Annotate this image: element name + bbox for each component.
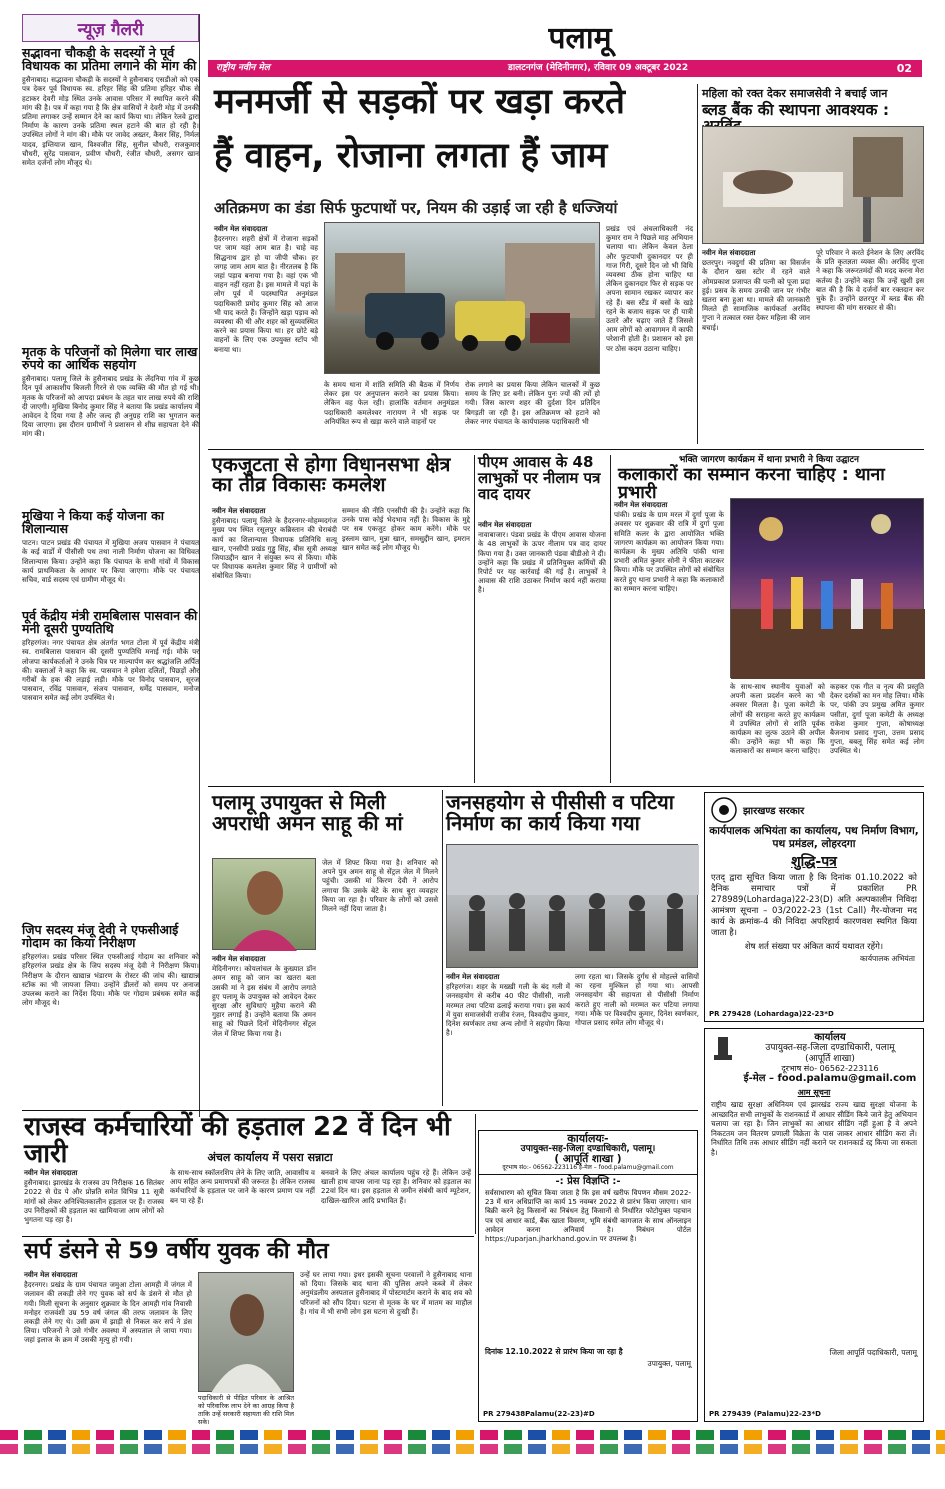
snake-headline: सर्प डंसने से 59 वर्षीय युवक की मौत [24,1239,329,1264]
divider [475,1114,476,1234]
pmawas-text: नावाबाजार। पंडवा प्रखंड के पीएम आवास योजना के 48 लाभुकों के ऊपर नीलाम पत्र वाद दायर किया गया है। उक्त जानकारी पंडवा बीडीओ ने दी। उन्होंने कहा कि प्रखंड में प्रतिनियुक्त कर्मियों की रिपोर्ट पर यह कार्रवाई की गई है। लाभुकों ने आवास की राशि उठाकर निर्माण कार्य नहीं कराया है। [478,530,606,595]
aman-column-2: जेल में शिफ्ट किया गया है। शनिवार को अपने पुत्र अमन साहू से सेंट्रल जेल में मिलने पहुंची। उसकी मां किरण देवी ने आरोप लगाया कि उसके बेटे के साथ बुरा व्यवहार किया जा रहा है। परिवार के लोगों को उससे मिलने नहीं दिया जाता है। [322,858,438,914]
news-gallery [22,14,200,1117]
masthead-city: पलामू [548,21,612,56]
ad-tender-dept: ( आपूर्ति शाखा ) [554,1153,622,1165]
gallery-item-title: पूर्व केंद्रीय मंत्री रामबिलास पासवान की मनी दूसरी पुण्यतिथि [22,608,198,637]
right-byline: नवीन मेल संवाददाता [702,248,756,257]
hartal-subhead: अंचल कार्यालय में पसरा सन्नाटा [207,1151,333,1164]
jharkhand-emblem-icon [711,797,737,823]
divider [697,84,698,444]
ad-food-supply-notice [704,1028,924,1422]
ad-lohardaga-corrigendum [704,792,924,1022]
snake-column-1 [24,1270,192,1420]
ad-lohardaga-body: एतद् द्वारा सूचित किया जाता है कि दिनांक 01.10.2022 को दैनिक समाचार पत्रों में प्रकाशित PR 278989(Lohardaga)22-23(D) अति अल्पकालीन निविदा आमंत्रण सूचना – 03/2022-23 (1st Call) गैर-योजना मद कार्य के क्रमांक-4 की निविदा अपरिहार्य कारणवश स्थगित किया जाता है। [711,873,917,938]
stage-image [731,499,925,679]
ad-food-notice-title: आम सूचना [797,1088,831,1097]
gallery-item-body: हुसैनाबाद। सद्भावना चौकड़ी के सदस्यों ने हुसैनाबाद एसडीओ को एक पत्र देकर पूर्व विधायक स्व. हरिहर सिंह की प्रतिमा हरिहर चौक से हटाकर देवरी मोड़ स्थित उनके आवास परिसर में स्थापित करने की मांग की है। पत्र में कहा गया है कि क्षेत्र वासियों ने देवरी मोड़ में उनकी प्रतिमा लगाकर उन्हें सम्मान देने का कार्य किया था। लेकिन रेलवे द्वारा निर्माण के कारण उनके प्रतिमा स्थल हटाने की बात हो रही है। उपस्थित लोगों ने मांग की। मौके पर जावेद अख्तर, कैसर सिंह, निर्मल यादव, इम्तियाज खान, विश्वजीत सिंह, सुनील चौधरी, राजकुमार चौधरी, सुरेंद्र पासवान, प्रवीण चौधरी, रंजीत चौधरी, असगर खान समेत दर्जनों लोग मौजूद थे। [22,75,199,168]
blood-donation-image [703,127,925,245]
victim-portrait-image [199,1273,295,1393]
gallery-item-title: मुखिया ने किया कई योजना का शिलान्यास [22,508,164,537]
gallery-item-body: पाटन। पाटन प्रखंड की पंचायत में मुखिया अजय पासवान ने पंचायत के कई वार्डों में पीसीसी पथ तथा नाली निर्माण योजना का विधिवत शिलान्यास किया। उन्होंने कहा कि पंचायत के सभी गांवों में विकास कार्य प्राथमिकता के आधार पर किया जाएगा। मौके पर पंचायत सचिव, वार्ड सदस्य एवं ग्रामीण मौजूद थे। [22,538,199,585]
lead-column-3: रोक लगाने का प्रयास किया लेकिन चालकों में कुछ समय के लिए डर बनी। लेकिन पुनः ज्यों की त्यों हो गयी। जिस कारण शहर की दुर्दशा दिन प्रतिदिन बिगड़ती जा रही है। इस अतिक्रमण को हटाने को लेकर नगर पंचायत के कार्यपालक पदाधिकारी भी [465,380,600,426]
vidhansabha-text-1: हुसैनाबाद। पलामू जिले के हैदरनगर-मोहम्मदगंज मुख्य पथ स्थित रसूलपुर कब्रिस्तान की घेराबंदी कार्य का शिलान्यास विधायक प्रतिनिधि सत्यू खान, एनसीपी प्रखंड गुड्डू सिंह, बीस सूत्री अध्यक्ष जियाउद्दीन खान ने संयुक्त रूप से किया। मौके पर विधायक कमलेश कुमार सिंह ने ग्रामीणों को संबोधित किया। [212,516,337,581]
gallery-item-1 [22,46,199,341]
aman-byline: नवीन मेल संवाददाता [212,954,266,963]
group-image [447,845,699,969]
gallery-item-title: जिप सदस्य मंजू देवी ने एफसीआई गोदाम का किया निरीक्षण [22,922,179,951]
kalakar-text-1: पांकी। प्रखंड के ग्राम मरल में दुर्गा पूजा के अवसर पर शुक्रवार की रात्रि में दुर्गा पूजा समिति कलर के द्वारा आयोजित भक्ति जागरण कार्यक्रम का आयोजन किया गया। कार्यक्रम के मुख्य अतिथि पांकी थाना प्रभारी अमित कुमार सोनी ने फीता काटकर किया। मौके पर उपस्थित लोगों को संबोधित करते हुए थाना प्रभारी ने कहा कि कलाकारों का सम्मान करना चाहिए। [614,510,725,593]
vidhansabha-headline: एकजुटता से होगा विधानसभा क्षेत्र का तीव्र विकासः कमलेश [212,453,451,497]
pcc-column-1 [446,972,570,1104]
hartal-column-1 [24,1168,164,1234]
gallery-item-body: हुसैनाबाद। पलामू जिले के हुसैनाबाद प्रखंड के लेंदनिया गांव में कुछ दिन पूर्व आकाशीय बिजली गिरने से एक व्यक्ति की मौत हो गई थी। मृतक के परिजनों को आपदा प्रबंधन के तहत चार लाख रुपये की राशि दी जाएगी। मुखिया बिनोद कुमार सिंह ने बताया कि प्रखंड कार्यालय में आवेदन दे दिया गया है और जल्द ही अनुग्रह राशि का भुगतान कर दिया जाएगा। इस दौरान ग्रामीणों ने प्रशासन से शीघ्र सहायता देने की मांग की। [22,374,199,439]
ad-lohardaga-logo-text: झारखण्ड सरकार [743,806,805,817]
ad-tender-sign: उपायुक्त, पलामू [647,1359,691,1368]
vidhansabha-byline: नवीन मेल संवाददाता [212,506,266,515]
lead-headline-1: मनमर्जी से सड़कों पर खड़ा करते [214,82,625,122]
kalakar-kicker: भक्ति जागरण कार्यक्रम में थाना प्रभारी ने किया उद्घाटन [678,455,860,465]
ad-lohardaga-office: कार्यपालक अभियंता का कार्यालय, पथ निर्माण विभाग, पथ प्रमंडल, लोहरदगा [709,825,919,850]
hartal-text-1: हुसैनाबाद। झारखंड के राजस्व उप निरीक्षक 16 सितंबर 2022 से ग्रेड पे और प्रोन्नति समेत विभिन्न 11 सूत्री मांगों को लेकर अनिश्चितकालीन हड़ताल पर हैं। राजस्व उप निरीक्षकों की हड़ताल का खामियाजा आम लोगों को भुगतना पड़ रहा है। [24,1178,164,1225]
masthead-bar [208,60,922,77]
ad-tender-body: सर्वसाधारण को सूचित किया जाता है कि इस वर्ष खरीफ विपणन मौसम 2022-23 में धान अधिप्राप्ति का कार्य 15 नवम्बर 2022 से प्रारंभ किया जाएगा। धान बिक्री करने हेतु किसानों का निबंधन हेतु किसानों से निर्धारित फोटोयुक्त पहचान पत्र एवं आधार कार्ड, बैंक खाता विवरण, भूमि संबंधी कागजात के साथ ऑनलाइन आवेदन करना अनिवार्य है। निबंधन पोर्टल https://uparjan.jharkhand.gov.in पर उपलब्ध है। [485,1189,691,1244]
bottom-color-stripe [0,1430,945,1440]
gallery-item-2 [22,345,199,505]
divider [22,1110,698,1111]
snake-column-2: उन्हें घर लाया गया। इधर इसकी सूचना परवालों ने हुसैनाबाद थाना को दिया। जिसके बाद थाना की पुलिस अपने कब्जे में लेकर अनुमंडलीय अस्पताल हुसैनाबाद में पोस्टमार्टम कराने के बाद शव को परिजनों को सौंप दिया। घटना से मृतक के घर में मातम का माहौल है। गांव में भी सभी लोग इस घटना से दुःखी हैं। [300,1270,472,1316]
gallery-header [22,14,199,42]
ad-food-body: राष्ट्रीय खाद्य सुरक्षा अधिनियम एवं झारखंड राज्य खाद्य सुरक्षा योजना के आच्छादित सभी लाभुकों के राशनकार्ड में आधार सीडिंग किये जाने हेतु अभियान चलाया जा रहा है। जिन लाभुकों का आधार सीडिंग नहीं हुआ है वे अपने निकटतम जन वितरण प्रणाली विक्रेता के पास जाकर आधार सीडिंग करा लें। निर्धारित तिथि तक आधार सीडिंग नहीं कराने पर राशनकार्ड रद्द किया जा सकता है। [711,1100,917,1157]
right-headline: ब्लड बैंक की स्थापना आवश्यक : [702,101,890,119]
ad-tender-notice-title: -: प्रेस विज्ञप्ति :- [555,1176,621,1187]
ad-lohardaga-title: शुद्धि-पत्र [791,854,837,870]
ad-food-pr: PR 279439 (Palamu)22-23*D [709,1410,821,1418]
lead-byline: नवीन मेल संवाददाता [214,224,268,233]
lead-column-4: प्रखंड एवं अंचलाधिकारी नंद कुमार राम ने पिछले माह अभियान चलाया था। लेकिन केवल ठेला और फुटपाथी दुकानदार पर ही गाज गिरी, दूसरे दिन जो भी विधि व्यवस्था ठीक होना चाहिए था लेकिन दुकानदार फिर से सड़क पर अपना सामान रखकर व्यापार कर रहे हैं। बस स्टैंड में बसों के खड़े रहने के बजाय सड़क पर ही यात्री उतारे और चढ़ाए जाते हैं जिससे आम लोगों को आवागमन में काफी परेशानी होती है। प्रशासन को इस पर ठोस कदम उठाना चाहिए। [606,224,693,353]
aman-mother-photo [212,858,316,950]
national-emblem-icon [709,1033,737,1063]
pcc-text-1: हरिहरगंज। शहर के मख्खी गली के बंद गली में जनसहयोग से करीब 40 फीट पीसीसी, नाली मरम्मत तथा पटिया ढलाई कराया गया। इस कार्य में युवा समाजसेवी राजीव रंजन, विश्वदीप कुमार, दिनेश स्वर्णकार तथा अन्य लोगों ने सहयोग किया है। [446,982,570,1038]
gallery-item-4 [22,609,199,919]
right-column-1 [702,248,810,444]
pcc-byline: नवीन मेल संवाददाता [446,972,500,981]
gallery-item-body: हरिहरगंज। नगर पंचायत क्षेत्र अंतर्गत भगत टोला में पूर्व केंद्रीय मंत्री स्व. रामबिलास पासवान की दूसरी पुण्यतिथि मनाई गई। मौके पर लोजपा कार्यकर्ताओं ने उनके चित्र पर माल्यार्पण कर श्रद्धांजलि अर्पित की। वक्ताओं ने कहा कि स्व. पासवान ने हमेशा दलितों, पिछड़ों और गरीबों के हक की लड़ाई लड़ी। मौके पर विनोद पासवान, सूरज पासवान, रविंद्र पासवान, संजय पासवान, धर्मेंद्र पासवान, मनोज पासवान समेत कई लोग उपस्थित थे। [22,638,199,703]
ad-tender-office: उपायुक्त-सह-जिला दण्डाधिकारी, पलामू। [520,1144,656,1154]
traffic-scene-image [325,223,601,375]
right-kicker: महिला को रक्त देकर समाजसेवी ने बचाई जान [702,87,888,100]
lead-traffic-photo [324,222,600,374]
divider [610,455,611,783]
kalakar-column-3: कहकर एक गीत व नृत्य की प्रस्तुति देकर दर्शकों का मन मोह लिया। मौके पर, पांकी उप प्रमुख अमित कुमार पसीता, दुर्गा पूजा कमेटी के अध्यक्ष राकेश कुमार गुप्ता, कोषाध्यक्ष बैजनाथ प्रसाद गुप्ता, उत्तम प्रसाद गुप्ता, बबलू सिंह समेत कई लोग उपस्थित थे। [830,682,924,756]
gallery-item-3 [22,509,199,605]
ad-lohardaga-note: शेष शर्त संख्या पर अंकित कार्य यथावत रहेंगे। [744,942,884,952]
right-column-2: पूरे परिवार ने करते ईनेशन के लिए अरविंद के प्रति कृतज्ञता व्यक्त की। अरविंद गुप्ता ने कहा कि जरूरतमंदों की मदद करना मेरा कर्तव्य है। उन्होंने कहा कि उन्हें खुशी इस बात की है कि वे दर्जनों बार रक्तदान कर चुके हैं। उन्होंने छतरपुर में ब्लड बैंक की स्थापना की मांग सरकार से की। [816,248,924,313]
hartal-headline: राजस्व कर्मचारियों की हड़ताल 22 वें दिन भी जारी [24,1112,451,1170]
divider [442,790,443,1106]
pmawas-byline: नवीन मेल संवाददाता [478,520,532,529]
masthead-brand: राष्ट्रीय नवीन मेल [216,63,270,73]
blood-donation-photo [702,126,924,244]
ad-tender-pr: PR 279438Palamu(22-23)#D [483,1410,595,1418]
gallery-item-title: मृतक के परिजनों को मिलेगा चार लाख रुपये का आर्थिक सहयोग [22,344,198,373]
hartal-column-3: बनवाने के लिए अंचल कार्यालय पहुंच रहे हैं। लेकिन उन्हें खाली हाथ वापस जाना पड़ रहा है। शनिवार को हड़ताल का 22वां दिन था। इस हड़ताल से जमीन संबंधी कार्य म्यूटेशन, दाखिल-खारिज आदि प्रभावित हैं। [321,1168,471,1205]
portrait-image [213,859,317,951]
ad-tender-contact: दूरभाष संo:- 06562-223116 ई-मेल – food.palamu@gmail.com [479,1164,697,1175]
aman-text-1: मेदिनीनगर। कोयलांचल के कुख्यात डॉन अमन साहू को जान का खतरा बता उसकी मां ने इस संबंध में आरोप लगाते हुए पलामू के उपायुक्त को आवेदन देकर सुरक्षा और सुविधाएं मुहैया कराने की गुहार लगाई है। उन्होंने बताया कि अमन साहू को पिछले दिनों मेदिनीनगर सेंट्रल जेल में शिफ्ट किया गया है। [212,964,316,1038]
snake-victim-photo [198,1272,294,1392]
lead-column-1 [214,224,318,382]
lead-text-1: हैदरनगर। शहरी क्षेत्रों में रोजाना सड़कों पर जाम यहां आम बात है। चाहे वह सिद्धनाथ द्वार हो या जीपी चौक। हर जगह जाम आम बात है। नीरतलब है कि जहां पड़ाव बनाया गया है। वहां एक भी वाहन नहीं रहता है। इस मामले में यहां के लोग पूर्व में पदस्थापित अनुमंडल पदाधिकारी प्रमोद कुमार सिंह को आज भी याद करते हैं। जिन्होंने खड़ा पड़ाव को व्यवस्था की थी और शहर को सुव्यवस्थित करने का प्रयास किया था। हर छोटे बड़े वाहनों के लिए एक उपयुक्त स्टॉप भी बनाया था। [214,234,318,354]
kalakar-headline: कलाकारों का सम्मान करना चाहिए : थाना प्रभारी [618,465,885,504]
divider [208,449,924,450]
pcc-column-2: लगा रहता था। जिसके दुर्गंध से मोहल्ले वासियों का रहना मुश्किल हो गया था। आपसी जनसहयोग की सहायता से पीसीसी निर्माण कराते हुए नाली को मरम्मत कर पटिया लगाया गया। मौके पर विश्वदीप कुमार, दिनेश स्वर्णकार, गोपाल प्रसाद समेत लोग मौजूद थे। [575,972,699,1028]
pcc-headline: जनसहयोग से पीसीसी व पटिया निर्माण का कार्य किया गया [446,790,674,835]
gallery-item-body: हरिहरगंज। प्रखंड परिसर स्थित एफसीआई गोदाम का शनिवार को हरिहरगंज प्रखंड क्षेत्र के जिप सदस्य मंजू देवी ने निरीक्षण किया। निरीक्षण के दौरान खाद्यान्न भंडारण के रोस्टर की जांच की। खाद्यान्न स्टॉक का भी जायजा लिया। उन्होंने डीलरों को समय पर अनाज उपलब्ध कराने का निर्देश दिया। मौके पर गोदाम प्रबंधक समेत कई लोग मौजूद थे। [22,952,199,1008]
bottom-color-stripe [0,1444,945,1454]
pmawas-headline: पीएम आवास के 48 लाभुकों पर नीलाम पत्र वाद दायर [478,453,601,503]
ad-food-sign: जिला आपूर्ति पदाधिकारी, पलामू [829,1348,917,1357]
ad-food-dept: (आपूर्ति शाखा) [805,1054,855,1064]
aman-column-1 [212,954,316,1104]
right-text-1: छतरपुर। नवदुर्गा की प्रतिमा का विसर्जन के दौरान खस स्टोर में रहने वाले ओमप्रकाश प्रजापत की पत्नी को पूजा प्रदा हुई। प्रसव के समय उनकी जान पर गंभीर खतरा बना हुआ था। मामले की जानकारी मिलते ही सामाजिक कार्यकर्ता अरविंद गुप्ता ने तत्काल रक्त देकर महिला की जान बचाई। [702,258,810,332]
masthead-dateline: डालटनगंज (मेदिनीनगर), रविवार 09 अक्टूबर 2022 [508,63,689,73]
lead-subhead: अतिक्रमण का डंडा सिर्फ फुटपाथों पर, नियम की उड़ाई जा रही है धज्जियां [214,199,618,217]
gallery-item-title: सद्भावना चौकड़ी के सदस्यों ने पूर्व विधायक का प्रतिमा लगाने की मांग की [22,45,197,74]
hartal-byline: नवीन मेल संवाददाता [24,1168,78,1177]
snake-byline: नवीन मेल संवाददाता [24,1270,78,1279]
ad-paddy-procurement [478,1130,698,1422]
divider [474,455,475,783]
kalakar-byline: नवीन मेल संवाददाता [614,500,668,509]
vidhansabha-column-1 [212,506,337,781]
vidhansabha-column-2: सम्मान की नीति एनसीपी की है। उन्होंने कहा कि उनके पास कोई भेदभाव नहीं है। विकास के मुद्दे पर सब एकजुट होकर काम करेंगे। मौके पर इस्लाम खान, मुन्ना खान, समसुद्दीन खान, इमरान खान समेत कई लोग मौजूद थे। [342,506,470,552]
divider [22,1236,474,1237]
pmawas-column [478,520,606,780]
ad-food-phone: दूरभाष संo- 06562-223116 [781,1064,879,1073]
lead-column-2: के समय थाना में शांति समिति की बैठक में निर्णय लेकर इस पर अनुपालन कराने का प्रयास किया। लेकिन वह फेल रही। हालांकि वर्तमान अनुमंडल पदाधिकारी कमलेश्वर नारायण ने भी सड़क पर अनियंत्रित रूप से खड़ा करने वाले वाहनों पर [324,380,459,426]
ad-food-office: उपायुक्त-सह-जिला दण्डाधिकारी, पलामू [765,1043,895,1053]
kalakar-column-1 [614,500,724,680]
snake-text-1: हैदरनगर। प्रखंड के ग्राम पंचायत जमुआ टोला आमही में जंगल में जलावन की लकड़ी लेने गए युवक को सर्प के डंसने से मौत हो गयी। मिली सूचना के अनुसार शुक्रवार के दिन आमही गांव निवासी मनोहर राजवंशी उम्र 59 वर्ष जंगल की तरफ जलावन के लिए लकड़ी लेने गए थे। उसी क्रम में झाड़ी से निकल कर सर्प ने डंस लिया। परिजनों ने उसे गंभीर अवस्था में अस्पताल ले जाया गया। जहां इलाज के क्रम में उसकी मृत्यु हो गयी। [24,1280,192,1345]
ad-lohardaga-pr: PR 279428 (Lohardaga)22-23*D [709,1010,834,1018]
ad-tender-title: कार्यालयः- [567,1132,609,1145]
masthead-page-number: 02 [896,62,912,75]
ad-tender-date: दिनांक 12.10.2022 से प्रारंभ किया जा रहा है [485,1347,623,1356]
gallery-item-5 [22,923,199,1113]
divider [208,786,924,787]
gallery-header-text: न्यूज़ गैलरी [77,19,144,40]
hartal-column-2: के साथ-साथ स्कॉलरशिप लेने के लिए जाति, आवासीय व आय सहित अन्य प्रमाणपत्रों की जरूरत है। लेकिन राजस्व कर्मचारियों के हड़ताल पर जाने के कारण प्रमाण पत्र नहीं बन पा रहे हैं। [170,1168,315,1205]
kalakar-column-2: के साथ-साथ स्थानीय युवाओं को अपनी कला प्रदर्शन करने का भी अवसर मिलता है। पूजा कमेटी के लोगों की सराहना करते हुए कार्यक्रम में उपस्थित लोगों से शांति पूर्वक कार्यक्रम का लुत्फ उठाने की अपील की। उन्होंने कहा भी कहा कि कलाकारों का सम्मान करना चाहिए। [730,682,825,756]
ad-food-email: ई-मेल – food.palamu@gmail.com [743,1073,917,1084]
ad-food-title: कार्यालय [814,1032,846,1043]
aman-headline: पलामू उपायुक्त से मिली अपराधी अमन साहू की मां [212,790,403,835]
kalakar-stage-photo [730,498,924,678]
snake-caption: पदाधिकारी से पीड़ित परिवार के आश्रित को परिवारिक लाभ देने का आग्रह किया है ताकि उन्हें सरकारी सहायता की राशि मिल सके। [198,1394,294,1426]
pcc-group-photo [446,844,698,968]
ad-lohardaga-sign: कार्यपालक अभियंता [860,954,915,963]
lead-headline-2: हैं वाहन, रोजाना लगता हैं जाम [214,136,608,176]
